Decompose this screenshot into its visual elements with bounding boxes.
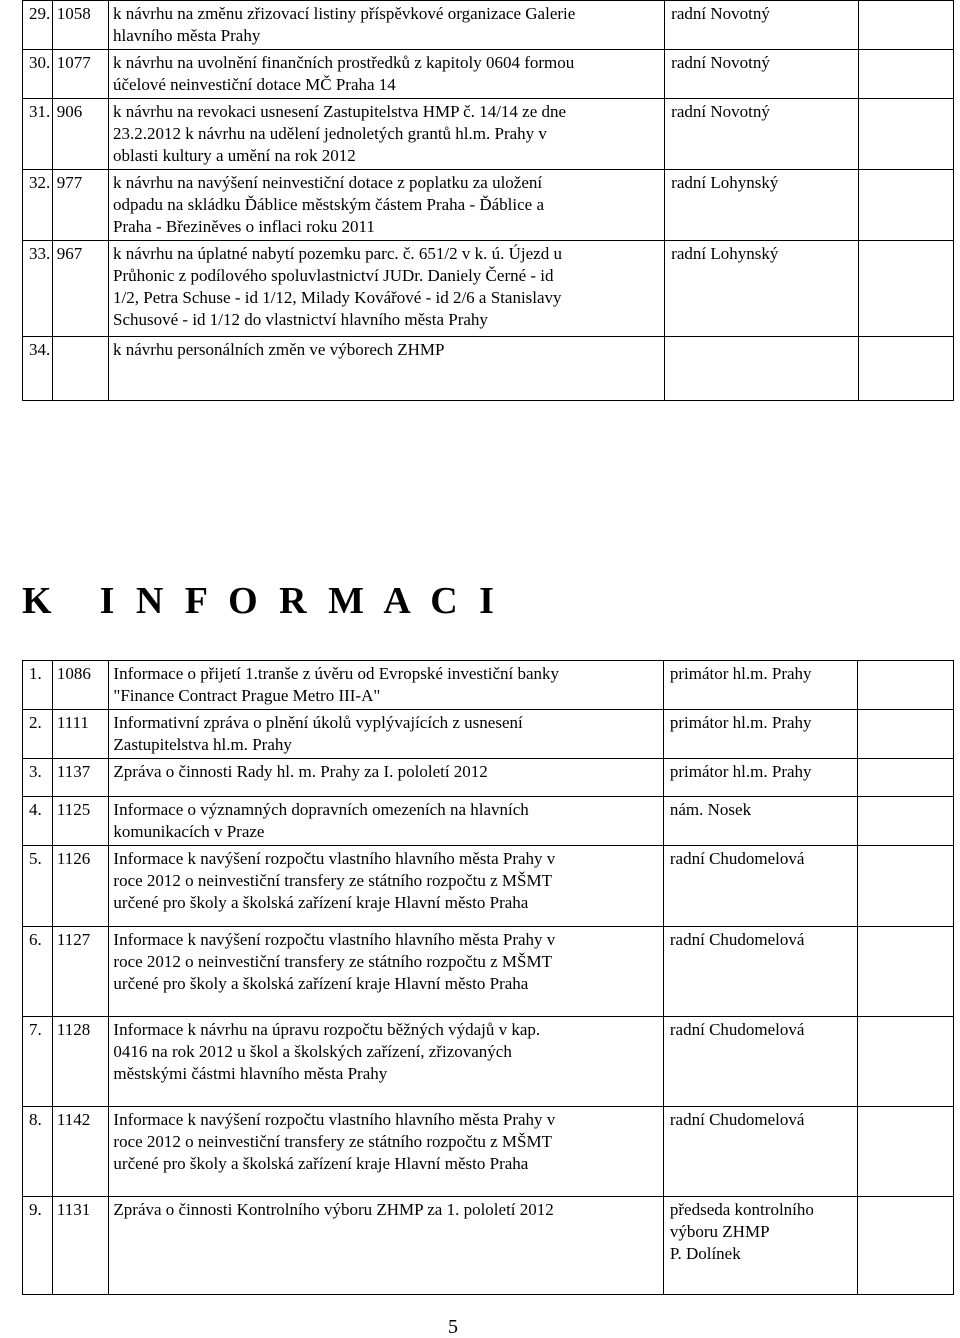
heading-letter: K [22,580,58,622]
document-number: 967 [52,241,108,337]
item-title-line: Informace o přijetí 1.tranše z úvěru od Evropské investiční banky [113,664,560,683]
item-title-line: městskými částmi hlavního města Prahy [113,1064,388,1083]
item-presenter [663,1107,857,1197]
item-title-line: hlavního města Prahy [113,26,261,45]
item-title-line: Zpráva o činnosti Kontrolního výboru ZHMP za 1. pololetí 2012 [113,1200,554,1219]
item-number: 2. [23,710,53,759]
document-number: 1126 [52,846,109,927]
item-title [109,710,663,759]
item-presenter [663,661,857,710]
document-number: 1125 [52,797,109,846]
table-row [23,661,954,710]
item-title-line: k návrhu na úplatné nabytí pozemku parc. č. 651/2 v k. ú. Újezd u [113,244,562,263]
empty-cell [858,50,953,99]
item-presenter [663,759,857,797]
presenter-line: primátor hl.m. Prahy [669,762,812,781]
document-number: 1077 [52,50,108,99]
document-number: 1131 [52,1197,109,1295]
table-row [23,1107,954,1197]
table-row [23,927,954,1017]
item-number: 30. [23,50,53,99]
item-title-line: 1/2, Petra Schuse - id 1/12, Milady Kovářové - id 2/6 a Stanislavy [113,288,562,307]
item-title [109,1107,663,1197]
empty-cell [858,927,954,1017]
item-title [109,661,663,710]
presenter-line: primátor hl.m. Prahy [669,713,812,732]
table-row [23,337,954,401]
item-number: 6. [23,927,53,1017]
item-title [109,337,665,401]
item-presenter [663,1017,857,1107]
document-number: 1128 [52,1017,109,1107]
presenter-line: radní Chudomelová [669,849,805,868]
empty-cell [858,797,954,846]
information-table [22,660,954,1295]
presenter-line: radní Chudomelová [669,930,805,949]
item-title-line: oblasti kultury a umění na rok 2012 [113,146,356,165]
item-title-line: určené pro školy a školská zařízení kraje Hlavní město Praha [113,974,529,993]
item-number: 32. [23,170,53,241]
page-number: 5 [448,1316,458,1338]
item-title-line: Zpráva o činnosti Rady hl. m. Prahy za I. pololetí 2012 [113,762,488,781]
item-title-line: k návrhu na změnu zřizovací listiny příspěvkové organizace Galerie [113,4,576,23]
item-title [109,1,665,50]
item-title [109,99,665,170]
item-title [109,1197,663,1295]
table-row [23,1017,954,1107]
item-title-line: Informace k navýšení rozpočtu vlastního hlavního města Prahy v [113,1110,556,1129]
item-title [109,797,663,846]
empty-cell [858,241,953,337]
table-row [23,50,954,99]
table-row [23,1,954,50]
document-number: 906 [52,99,108,170]
agenda-table [22,0,954,401]
item-presenter [663,1197,857,1295]
item-title-line: Informace o významných dopravních omezeních na hlavních [113,800,529,819]
item-presenter: radní Lohynský [665,241,859,337]
item-presenter [663,846,857,927]
table-row [23,846,954,927]
item-number: 8. [23,1107,53,1197]
item-number: 9. [23,1197,53,1295]
item-title-line: Praha - Březiněves o inflaci roku 2011 [113,217,375,236]
item-title-line: Schusové - id 1/12 do vlastnictví hlavního města Prahy [113,310,488,329]
item-presenter [663,797,857,846]
item-presenter: radní Novotný [665,99,859,170]
item-title-line: k návrhu na navýšení neinvestiční dotace z poplatku za uložení [113,173,543,192]
item-title-line: roce 2012 o neinvestiční transfery ze státního rozpočtu z MŠMT [113,1132,552,1151]
item-title-line: roce 2012 o neinvestiční transfery ze státního rozpočtu z MŠMT [113,952,552,971]
heading-word: I N F O R M A C I [99,580,500,622]
item-title-line: Zastupitelstva hl.m. Prahy [113,735,292,754]
table-row [23,797,954,846]
presenter-line: radní Chudomelová [669,1110,805,1129]
item-title-line: komunikacích v Praze [113,822,265,841]
empty-cell [858,337,953,401]
item-presenter [665,337,859,401]
item-title-line: účelové neinvestiční dotace MČ Praha 14 [113,75,396,94]
item-title-line: k návrhu personálních změn ve výborech ZHMP [113,340,445,359]
item-title-line: Průhonic z podílového spoluvlastnictví JUDr. Daniely Černé - id [113,266,554,285]
item-title-line: určené pro školy a školská zařízení kraje Hlavní město Praha [113,893,529,912]
table-row [23,710,954,759]
document-number: 977 [52,170,108,241]
item-presenter: radní Novotný [665,1,859,50]
document-number: 1142 [52,1107,109,1197]
item-title [109,759,663,797]
section-heading [22,576,500,626]
presenter-line: P. Dolínek [669,1244,741,1263]
item-title-line: 23.2.2012 k návrhu na udělení jednoletých grantů hl.m. Prahy v [113,124,547,143]
item-title [109,241,665,337]
item-title-line: "Finance Contract Prague Metro III-A" [113,686,381,705]
empty-cell [858,170,953,241]
item-presenter: radní Lohynský [665,170,859,241]
empty-cell [858,1,953,50]
document-number: 1086 [52,661,109,710]
item-title-line: k návrhu na uvolnění finančních prostředků z kapitoly 0604 formou [113,53,575,72]
item-number: 7. [23,1017,53,1107]
presenter-line: radní Chudomelová [669,1020,805,1039]
empty-cell [858,99,953,170]
empty-cell [858,661,954,710]
item-presenter [663,710,857,759]
table-row [23,99,954,170]
item-number: 1. [23,661,53,710]
item-number: 34. [23,337,53,401]
empty-cell [858,1107,954,1197]
empty-cell [858,710,954,759]
document-number: 1111 [52,710,109,759]
item-title-line: určené pro školy a školská zařízení kraje Hlavní město Praha [113,1154,529,1173]
item-presenter: radní Novotný [665,50,859,99]
item-title [109,170,665,241]
item-presenter [663,927,857,1017]
item-title [109,927,663,1017]
item-number: 5. [23,846,53,927]
presenter-line: nám. Nosek [669,800,752,819]
empty-cell [858,846,954,927]
item-title-line: odpadu na skládku Ďáblice městským částem Praha - Ďáblice a [113,195,545,214]
empty-cell [858,1017,954,1107]
item-title-line: 0416 na rok 2012 u škol a školských zařízení, zřizovaných [113,1042,512,1061]
item-title [109,1017,663,1107]
item-title-line: Informativní zpráva o plnění úkolů vyplývajících z usnesení [113,713,523,732]
item-number: 4. [23,797,53,846]
presenter-line: primátor hl.m. Prahy [669,664,812,683]
item-title-line: Informace k návrhu na úpravu rozpočtu běžných výdajů v kap. [113,1020,541,1039]
item-title [109,50,665,99]
item-title-line: Informace k navýšení rozpočtu vlastního hlavního města Prahy v [113,849,556,868]
document-number: 1137 [52,759,109,797]
presenter-line: předseda kontrolního [669,1200,814,1219]
table-row [23,759,954,797]
table-row [23,1197,954,1295]
document-number: 1127 [52,927,109,1017]
item-title-line: roce 2012 o neinvestiční transfery ze státního rozpočtu z MŠMT [113,871,552,890]
item-title-line: Informace k navýšení rozpočtu vlastního hlavního města Prahy v [113,930,556,949]
item-number: 31. [23,99,53,170]
empty-cell [858,1197,954,1295]
table-row [23,241,954,337]
item-number: 3. [23,759,53,797]
table-row [23,170,954,241]
item-number: 29. [23,1,53,50]
document-number: 1058 [52,1,108,50]
document-number [52,337,108,401]
presenter-line: výboru ZHMP [669,1222,770,1241]
item-title-line: k návrhu na revokaci usnesení Zastupitelstva HMP č. 14/14 ze dne [113,102,567,121]
item-number: 33. [23,241,53,337]
empty-cell [858,759,954,797]
item-title [109,846,663,927]
